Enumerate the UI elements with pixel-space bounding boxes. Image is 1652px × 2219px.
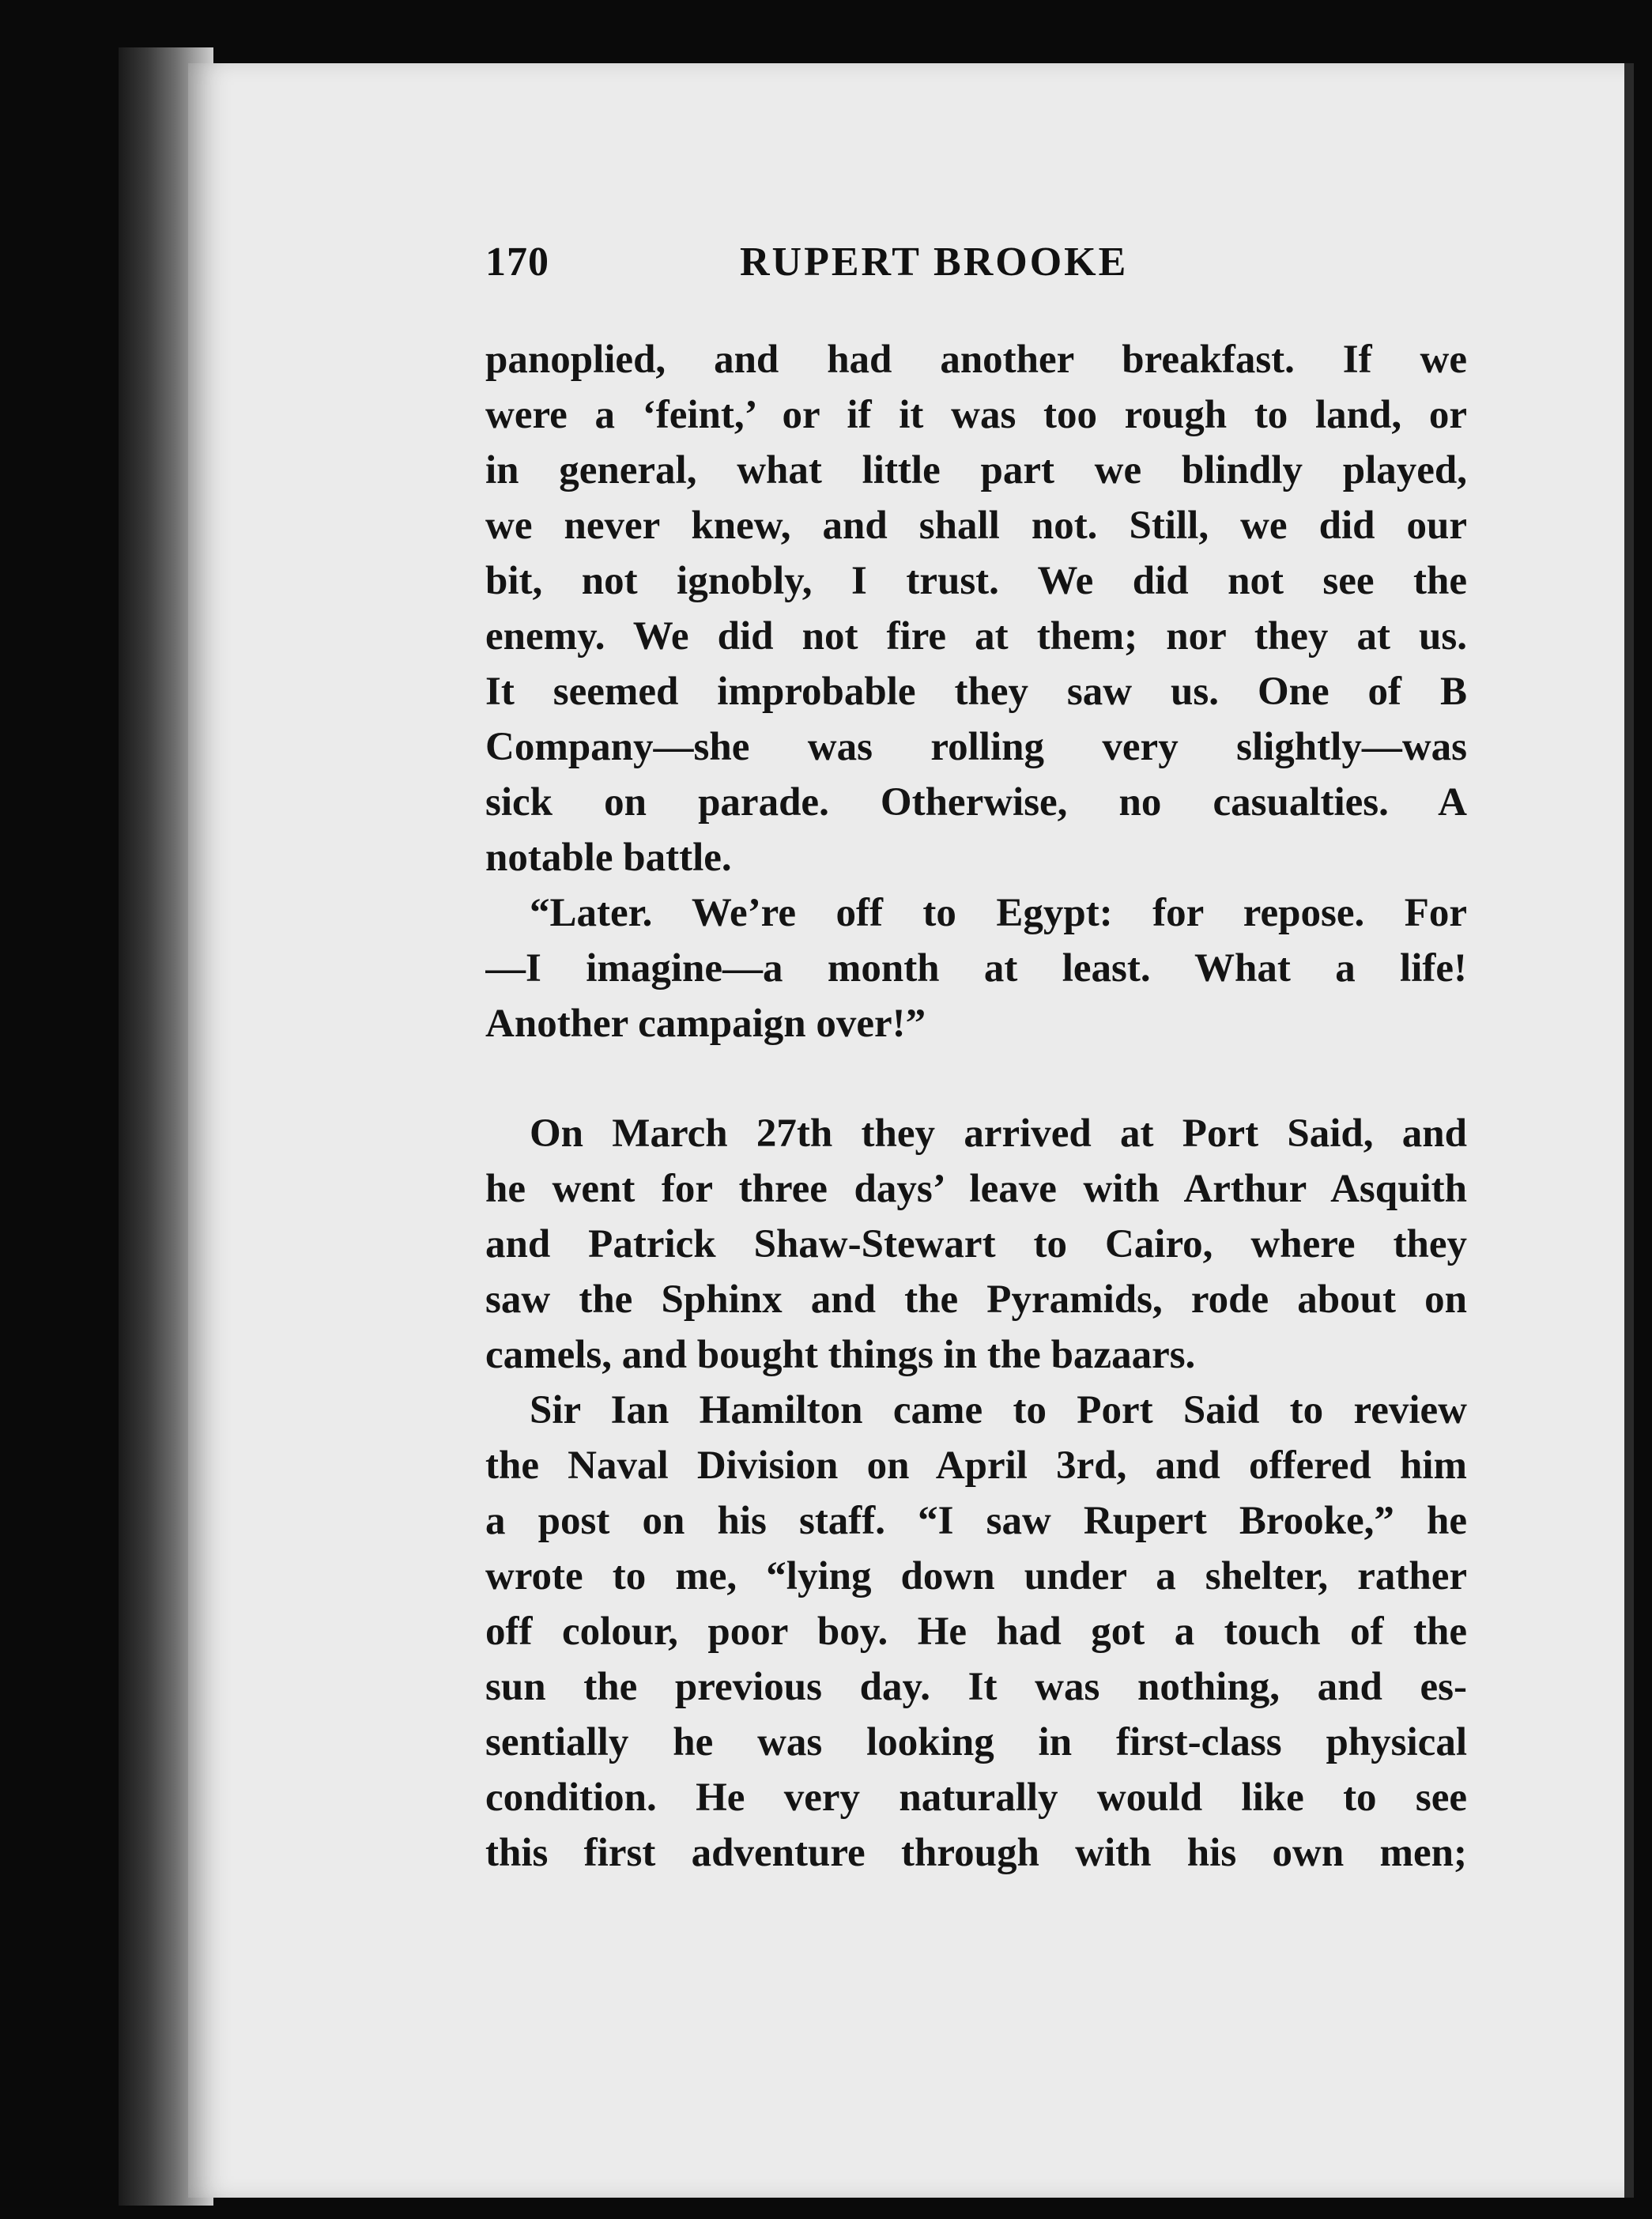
- page-header: [485, 239, 1465, 302]
- paragraph: [485, 1383, 1467, 1881]
- text-line: bit, not ignobly, I trust. We did not see the: [485, 559, 1467, 603]
- paragraph: [485, 1106, 1467, 1383]
- text-line: camels, and bought things in the bazaars.: [485, 1333, 1196, 1377]
- text-line: It seemed improbable they saw us. One of B: [485, 670, 1467, 714]
- text-line: saw the Sphinx and the Pyramids, rode about on: [485, 1277, 1467, 1322]
- page-number: 170: [485, 240, 549, 285]
- text-line: Company—she was rolling very slightly—was: [485, 725, 1467, 769]
- text-line: he went for three days’ leave with Arthur Asquith: [485, 1167, 1467, 1211]
- text-line: wrote to me, “lying down under a shelter, rather: [485, 1554, 1467, 1598]
- text-line: sick on parade. Otherwise, no casualties. A: [485, 780, 1467, 825]
- section-break: [485, 1051, 1467, 1106]
- text-line: enemy. We did not fire at them; nor they at us.: [485, 614, 1467, 659]
- text-line: Sir Ian Hamilton came to Port Said to review: [530, 1388, 1467, 1432]
- text-line: notable battle.: [485, 836, 732, 880]
- text-line: panoplied, and had another breakfast. If we: [485, 338, 1467, 382]
- text-line: and Patrick Shaw-Stewart to Cairo, where they: [485, 1222, 1467, 1266]
- paragraph: [485, 332, 1467, 885]
- running-title: RUPERT BROOKE: [740, 240, 1129, 285]
- text-line: On March 27th they arrived at Port Said, and: [530, 1111, 1467, 1156]
- body-text: [485, 332, 1467, 1881]
- text-line: sentially he was looking in first-class physical: [485, 1720, 1467, 1764]
- text-line: were a ‘feint,’ or if it was too rough to land, or: [485, 393, 1467, 437]
- text-line: this first adventure through with his own men;: [485, 1831, 1467, 1875]
- text-line: the Naval Division on April 3rd, and offered him: [485, 1443, 1467, 1488]
- text-line: “Later. We’re off to Egypt: for repose. For: [530, 891, 1467, 935]
- paragraph: [485, 885, 1467, 1051]
- text-line: a post on his staff. “I saw Rupert Brooke,” he: [485, 1499, 1467, 1543]
- text-line: Another campaign over!”: [485, 1002, 926, 1046]
- text-line: —I imagine—a month at least. What a life!: [485, 946, 1467, 991]
- text-line: in general, what little part we blindly played,: [485, 448, 1467, 492]
- text-line: off colour, poor boy. He had got a touch of the: [485, 1610, 1467, 1654]
- text-line: sun the previous day. It was nothing, and es-: [485, 1665, 1467, 1709]
- text-line: condition. He very naturally would like to see: [485, 1776, 1467, 1820]
- text-line: we never knew, and shall not. Still, we did our: [485, 504, 1467, 548]
- page-right-edge: [1624, 63, 1634, 2198]
